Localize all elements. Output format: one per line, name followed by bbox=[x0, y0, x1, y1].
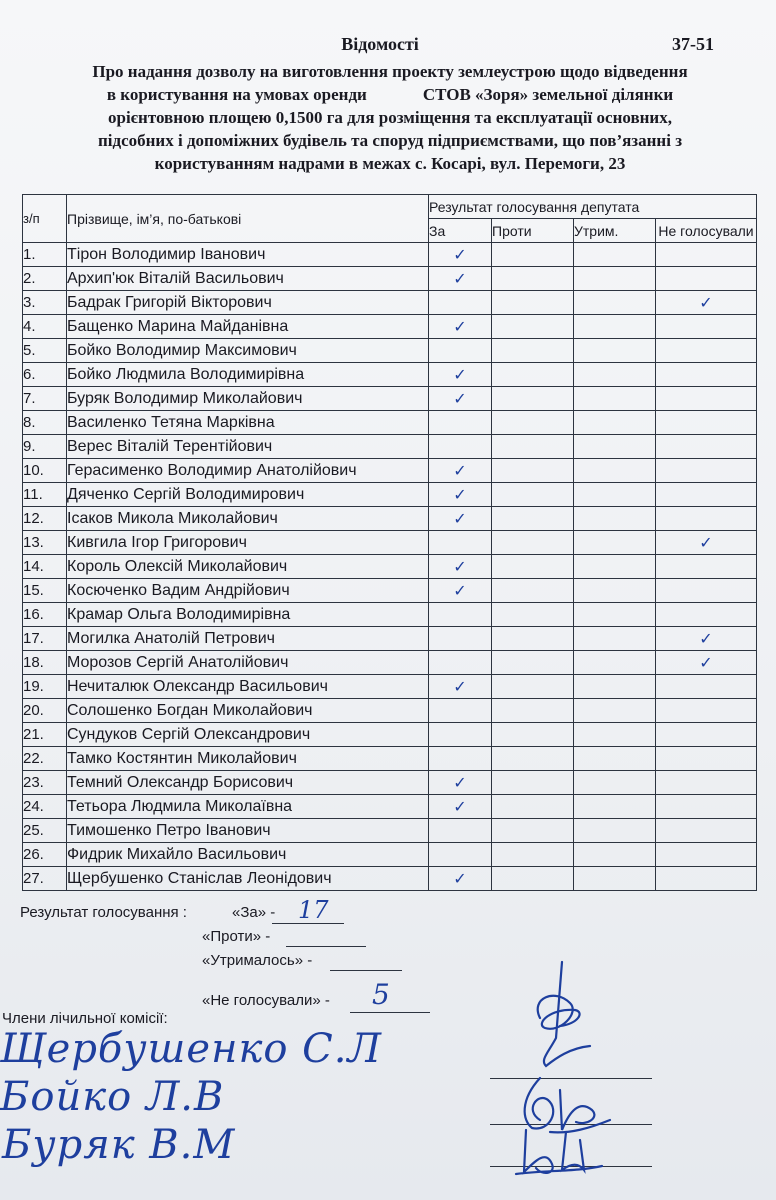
vote-cell-proty bbox=[492, 603, 574, 627]
checkmark-icon: ✓ bbox=[699, 294, 713, 312]
vote-cell-proty bbox=[492, 411, 574, 435]
header-utrym: Утрим. bbox=[574, 219, 656, 243]
vote-cell-za bbox=[429, 795, 492, 819]
vote-cell-utrym bbox=[574, 411, 656, 435]
header-vote-result: Результат голосування депутата bbox=[429, 195, 757, 219]
result-za-value: 17 bbox=[298, 896, 329, 924]
checkmark-icon: ✓ bbox=[699, 654, 713, 672]
vote-cell-proty bbox=[492, 507, 574, 531]
vote-cell-ne bbox=[656, 579, 757, 603]
result-ne-golos-line bbox=[350, 1012, 430, 1013]
result-proty-label: «Проти» - bbox=[202, 928, 271, 945]
vote-cell-utrym bbox=[574, 675, 656, 699]
result-ne-golos-label: «Не голосували» - bbox=[202, 992, 330, 1009]
table-row bbox=[23, 387, 757, 411]
vote-cell-proty bbox=[492, 723, 574, 747]
header-name: Прізвище, ім’я, по-батькові bbox=[67, 195, 429, 243]
vote-cell-ne bbox=[656, 867, 757, 891]
table-row bbox=[23, 315, 757, 339]
vote-cell-ne bbox=[656, 843, 757, 867]
vote-cell-za bbox=[429, 339, 492, 363]
checkmark-icon: ✓ bbox=[453, 366, 467, 384]
vote-cell-za bbox=[429, 555, 492, 579]
table-row bbox=[23, 267, 757, 291]
checkmark-icon: ✓ bbox=[699, 534, 713, 552]
checkmark-icon: ✓ bbox=[453, 270, 467, 288]
vote-cell-proty bbox=[492, 555, 574, 579]
vote-cell-utrym bbox=[574, 363, 656, 387]
vote-cell-ne bbox=[656, 411, 757, 435]
row-number: 17. bbox=[23, 627, 67, 651]
vote-cell-proty bbox=[492, 747, 574, 771]
checkmark-icon: ✓ bbox=[453, 678, 467, 696]
checkmark-icon: ✓ bbox=[453, 486, 467, 504]
table-row bbox=[23, 867, 757, 891]
result-za-label: «За» - bbox=[232, 904, 276, 921]
vote-cell-proty bbox=[492, 339, 574, 363]
vote-cell-proty bbox=[492, 435, 574, 459]
vote-cell-proty bbox=[492, 627, 574, 651]
result-proty-line bbox=[286, 946, 366, 947]
deputy-name: Герасименко Володимир Анатолійович bbox=[67, 459, 429, 483]
table-row bbox=[23, 675, 757, 699]
vote-cell-utrym bbox=[574, 387, 656, 411]
deputy-name: Бойко Володимир Максимович bbox=[67, 339, 429, 363]
row-number: 7. bbox=[23, 387, 67, 411]
vote-cell-ne bbox=[656, 243, 757, 267]
vote-cell-utrym bbox=[574, 771, 656, 795]
vote-cell-ne bbox=[656, 291, 757, 315]
vote-cell-utrym bbox=[574, 651, 656, 675]
table-row bbox=[23, 651, 757, 675]
document-title: Відомості bbox=[341, 34, 419, 54]
vote-cell-za bbox=[429, 603, 492, 627]
row-number: 12. bbox=[23, 507, 67, 531]
row-number: 14. bbox=[23, 555, 67, 579]
header-ne-golosuvaly: Не голосували bbox=[656, 219, 757, 243]
voting-table-body bbox=[23, 243, 757, 891]
row-number: 26. bbox=[23, 843, 67, 867]
row-number: 1. bbox=[23, 243, 67, 267]
vote-cell-proty bbox=[492, 867, 574, 891]
table-row bbox=[23, 483, 757, 507]
vote-cell-ne bbox=[656, 795, 757, 819]
vote-cell-za bbox=[429, 675, 492, 699]
vote-cell-proty bbox=[492, 531, 574, 555]
vote-cell-ne bbox=[656, 483, 757, 507]
document-subtitle bbox=[20, 60, 760, 175]
deputy-name: Дяченко Сергій Володимирович bbox=[67, 483, 429, 507]
subtitle-line: користуванням надрами в межах с. Косарі, вул. Перемоги, 23 bbox=[154, 154, 626, 173]
vote-cell-ne bbox=[656, 507, 757, 531]
vote-cell-ne bbox=[656, 819, 757, 843]
deputy-name: Бадрак Григорій Вікторович bbox=[67, 291, 429, 315]
row-number: 6. bbox=[23, 363, 67, 387]
commission-member-name: Щербушенко С.Л bbox=[0, 1026, 382, 1072]
vote-cell-utrym bbox=[574, 291, 656, 315]
row-number: 27. bbox=[23, 867, 67, 891]
vote-cell-ne bbox=[656, 387, 757, 411]
vote-cell-utrym bbox=[574, 843, 656, 867]
row-number: 2. bbox=[23, 267, 67, 291]
vote-cell-ne bbox=[656, 651, 757, 675]
deputy-name: Ісаков Микола Миколайович bbox=[67, 507, 429, 531]
row-number: 5. bbox=[23, 339, 67, 363]
header-proty: Проти bbox=[492, 219, 574, 243]
vote-cell-utrym bbox=[574, 531, 656, 555]
table-row bbox=[23, 747, 757, 771]
vote-cell-proty bbox=[492, 795, 574, 819]
table-row bbox=[23, 363, 757, 387]
vote-cell-ne bbox=[656, 747, 757, 771]
table-row bbox=[23, 339, 757, 363]
row-number: 16. bbox=[23, 603, 67, 627]
deputy-name: Солошенко Богдан Миколайович bbox=[67, 699, 429, 723]
signature-1 bbox=[500, 958, 610, 1078]
vote-cell-za bbox=[429, 291, 492, 315]
vote-cell-za bbox=[429, 651, 492, 675]
row-number: 10. bbox=[23, 459, 67, 483]
header-number: з/п bbox=[23, 195, 67, 243]
table-row bbox=[23, 579, 757, 603]
subtitle-line: підсобних і допоміжних будівель та споруд підприємствами, що пов’язанні з bbox=[97, 131, 683, 150]
table-row bbox=[23, 795, 757, 819]
commission-member-name: Буряк В.М bbox=[2, 1122, 236, 1168]
vote-cell-proty bbox=[492, 675, 574, 699]
vote-cell-utrym bbox=[574, 699, 656, 723]
row-number: 8. bbox=[23, 411, 67, 435]
vote-cell-proty bbox=[492, 291, 574, 315]
vote-cell-ne bbox=[656, 459, 757, 483]
deputy-name: Косюченко Вадим Андрійович bbox=[67, 579, 429, 603]
row-number: 4. bbox=[23, 315, 67, 339]
vote-cell-proty bbox=[492, 267, 574, 291]
voting-table bbox=[22, 194, 757, 891]
vote-cell-za bbox=[429, 747, 492, 771]
vote-cell-proty bbox=[492, 387, 574, 411]
row-number: 18. bbox=[23, 651, 67, 675]
vote-cell-proty bbox=[492, 699, 574, 723]
table-row bbox=[23, 843, 757, 867]
vote-cell-utrym bbox=[574, 795, 656, 819]
vote-cell-proty bbox=[492, 651, 574, 675]
header-za: За bbox=[429, 219, 492, 243]
vote-cell-ne bbox=[656, 699, 757, 723]
vote-cell-za bbox=[429, 315, 492, 339]
vote-cell-za bbox=[429, 843, 492, 867]
deputy-name: Бащенко Марина Майданівна bbox=[67, 315, 429, 339]
row-number: 23. bbox=[23, 771, 67, 795]
vote-cell-za bbox=[429, 771, 492, 795]
vote-cell-proty bbox=[492, 243, 574, 267]
result-ne-golos-value: 5 bbox=[372, 978, 390, 1011]
checkmark-icon: ✓ bbox=[453, 558, 467, 576]
deputy-name: Нечиталюк Олександр Васильович bbox=[67, 675, 429, 699]
vote-cell-utrym bbox=[574, 243, 656, 267]
vote-cell-ne bbox=[656, 603, 757, 627]
vote-cell-ne bbox=[656, 627, 757, 651]
checkmark-icon: ✓ bbox=[699, 630, 713, 648]
vote-cell-utrym bbox=[574, 555, 656, 579]
deputy-name: Король Олексій Миколайович bbox=[67, 555, 429, 579]
deputy-name: Бойко Людмила Володимирівна bbox=[67, 363, 429, 387]
table-row bbox=[23, 627, 757, 651]
row-number: 19. bbox=[23, 675, 67, 699]
vote-cell-proty bbox=[492, 483, 574, 507]
deputy-name: Архип'юк Віталій Васильович bbox=[67, 267, 429, 291]
vote-cell-utrym bbox=[574, 435, 656, 459]
deputy-name: Сундуков Сергій Олександрович bbox=[67, 723, 429, 747]
row-number: 24. bbox=[23, 795, 67, 819]
vote-cell-za bbox=[429, 627, 492, 651]
row-number: 11. bbox=[23, 483, 67, 507]
checkmark-icon: ✓ bbox=[453, 318, 467, 336]
deputy-name: Верес Віталій Терентійович bbox=[67, 435, 429, 459]
row-number: 20. bbox=[23, 699, 67, 723]
deputy-name: Кивгила Ігор Григорович bbox=[67, 531, 429, 555]
vote-cell-utrym bbox=[574, 483, 656, 507]
vote-cell-ne bbox=[656, 555, 757, 579]
document-number: 37-51 bbox=[672, 34, 714, 54]
vote-cell-za bbox=[429, 819, 492, 843]
deputy-name: Темний Олександр Борисович bbox=[67, 771, 429, 795]
deputy-name: Фидрик Михайло Васильович bbox=[67, 843, 429, 867]
vote-cell-proty bbox=[492, 819, 574, 843]
vote-cell-utrym bbox=[574, 603, 656, 627]
vote-cell-proty bbox=[492, 843, 574, 867]
vote-cell-za bbox=[429, 699, 492, 723]
table-row bbox=[23, 771, 757, 795]
table-row bbox=[23, 507, 757, 531]
deputy-name: Морозов Сергій Анатолійович bbox=[67, 651, 429, 675]
vote-cell-za bbox=[429, 459, 492, 483]
table-row bbox=[23, 411, 757, 435]
table-row bbox=[23, 291, 757, 315]
vote-cell-utrym bbox=[574, 507, 656, 531]
vote-cell-utrym bbox=[574, 267, 656, 291]
vote-cell-za bbox=[429, 507, 492, 531]
checkmark-icon: ✓ bbox=[453, 870, 467, 888]
vote-cell-za bbox=[429, 387, 492, 411]
deputy-name: Тірон Володимир Іванович bbox=[67, 243, 429, 267]
signature-3 bbox=[506, 1120, 606, 1180]
vote-cell-utrym bbox=[574, 315, 656, 339]
table-row bbox=[23, 603, 757, 627]
vote-cell-proty bbox=[492, 771, 574, 795]
vote-cell-utrym bbox=[574, 627, 656, 651]
vote-cell-za bbox=[429, 435, 492, 459]
table-row bbox=[23, 243, 757, 267]
row-number: 3. bbox=[23, 291, 67, 315]
row-number: 9. bbox=[23, 435, 67, 459]
vote-cell-ne bbox=[656, 771, 757, 795]
subtitle-line: Про надання дозволу на виготовлення проекту землеустрою щодо відведення bbox=[92, 62, 688, 81]
checkmark-icon: ✓ bbox=[453, 510, 467, 528]
vote-cell-za bbox=[429, 411, 492, 435]
deputy-name: Крамар Ольга Володимирівна bbox=[67, 603, 429, 627]
table-row bbox=[23, 459, 757, 483]
vote-cell-utrym bbox=[574, 339, 656, 363]
deputy-name: Тимошенко Петро Іванович bbox=[67, 819, 429, 843]
table-row bbox=[23, 555, 757, 579]
commission-label: Члени лічильної комісії: bbox=[2, 1010, 168, 1027]
vote-cell-za bbox=[429, 579, 492, 603]
vote-cell-za bbox=[429, 867, 492, 891]
vote-cell-ne bbox=[656, 315, 757, 339]
checkmark-icon: ✓ bbox=[453, 390, 467, 408]
table-row bbox=[23, 819, 757, 843]
row-number: 15. bbox=[23, 579, 67, 603]
checkmark-icon: ✓ bbox=[453, 798, 467, 816]
vote-cell-ne bbox=[656, 339, 757, 363]
vote-cell-utrym bbox=[574, 867, 656, 891]
result-utrym-label: «Утрималось» - bbox=[202, 952, 313, 969]
vote-cell-za bbox=[429, 267, 492, 291]
vote-cell-za bbox=[429, 531, 492, 555]
vote-cell-utrym bbox=[574, 579, 656, 603]
row-number: 22. bbox=[23, 747, 67, 771]
checkmark-icon: ✓ bbox=[453, 246, 467, 264]
result-utrym-line bbox=[330, 970, 402, 971]
vote-cell-za bbox=[429, 723, 492, 747]
checkmark-icon: ✓ bbox=[453, 774, 467, 792]
vote-cell-proty bbox=[492, 315, 574, 339]
row-number: 25. bbox=[23, 819, 67, 843]
results-label: Результат голосування : bbox=[20, 904, 187, 921]
deputy-name: Могилка Анатолій Петрович bbox=[67, 627, 429, 651]
vote-cell-utrym bbox=[574, 723, 656, 747]
commission-member-name: Бойко Л.В bbox=[0, 1074, 225, 1120]
vote-cell-utrym bbox=[574, 747, 656, 771]
row-number: 13. bbox=[23, 531, 67, 555]
checkmark-icon: ✓ bbox=[453, 462, 467, 480]
vote-cell-za bbox=[429, 483, 492, 507]
vote-cell-ne bbox=[656, 531, 757, 555]
vote-cell-proty bbox=[492, 579, 574, 603]
table-row bbox=[23, 723, 757, 747]
row-number: 21. bbox=[23, 723, 67, 747]
vote-cell-ne bbox=[656, 675, 757, 699]
deputy-name: Буряк Володимир Миколайович bbox=[67, 387, 429, 411]
checkmark-icon: ✓ bbox=[453, 582, 467, 600]
table-row bbox=[23, 699, 757, 723]
vote-cell-ne bbox=[656, 723, 757, 747]
table-row bbox=[23, 531, 757, 555]
vote-cell-za bbox=[429, 363, 492, 387]
vote-cell-ne bbox=[656, 267, 757, 291]
deputy-name: Щербушенко Станіслав Леонідович bbox=[67, 867, 429, 891]
vote-cell-za bbox=[429, 243, 492, 267]
vote-cell-utrym bbox=[574, 459, 656, 483]
vote-cell-proty bbox=[492, 363, 574, 387]
vote-cell-proty bbox=[492, 459, 574, 483]
deputy-name: Тамко Костянтин Миколайович bbox=[67, 747, 429, 771]
vote-cell-ne bbox=[656, 435, 757, 459]
table-row bbox=[23, 435, 757, 459]
vote-cell-utrym bbox=[574, 819, 656, 843]
subtitle-line: орієнтовною площею 0,1500 га для розміщення та експлуатації основних, bbox=[108, 108, 672, 127]
deputy-name: Василенко Тетяна Марківна bbox=[67, 411, 429, 435]
subtitle-line: в користування на умовах оренди СТОВ «Зоря» земельної ділянки bbox=[106, 85, 674, 104]
deputy-name: Тетьора Людмила Миколаївна bbox=[67, 795, 429, 819]
vote-cell-ne bbox=[656, 363, 757, 387]
